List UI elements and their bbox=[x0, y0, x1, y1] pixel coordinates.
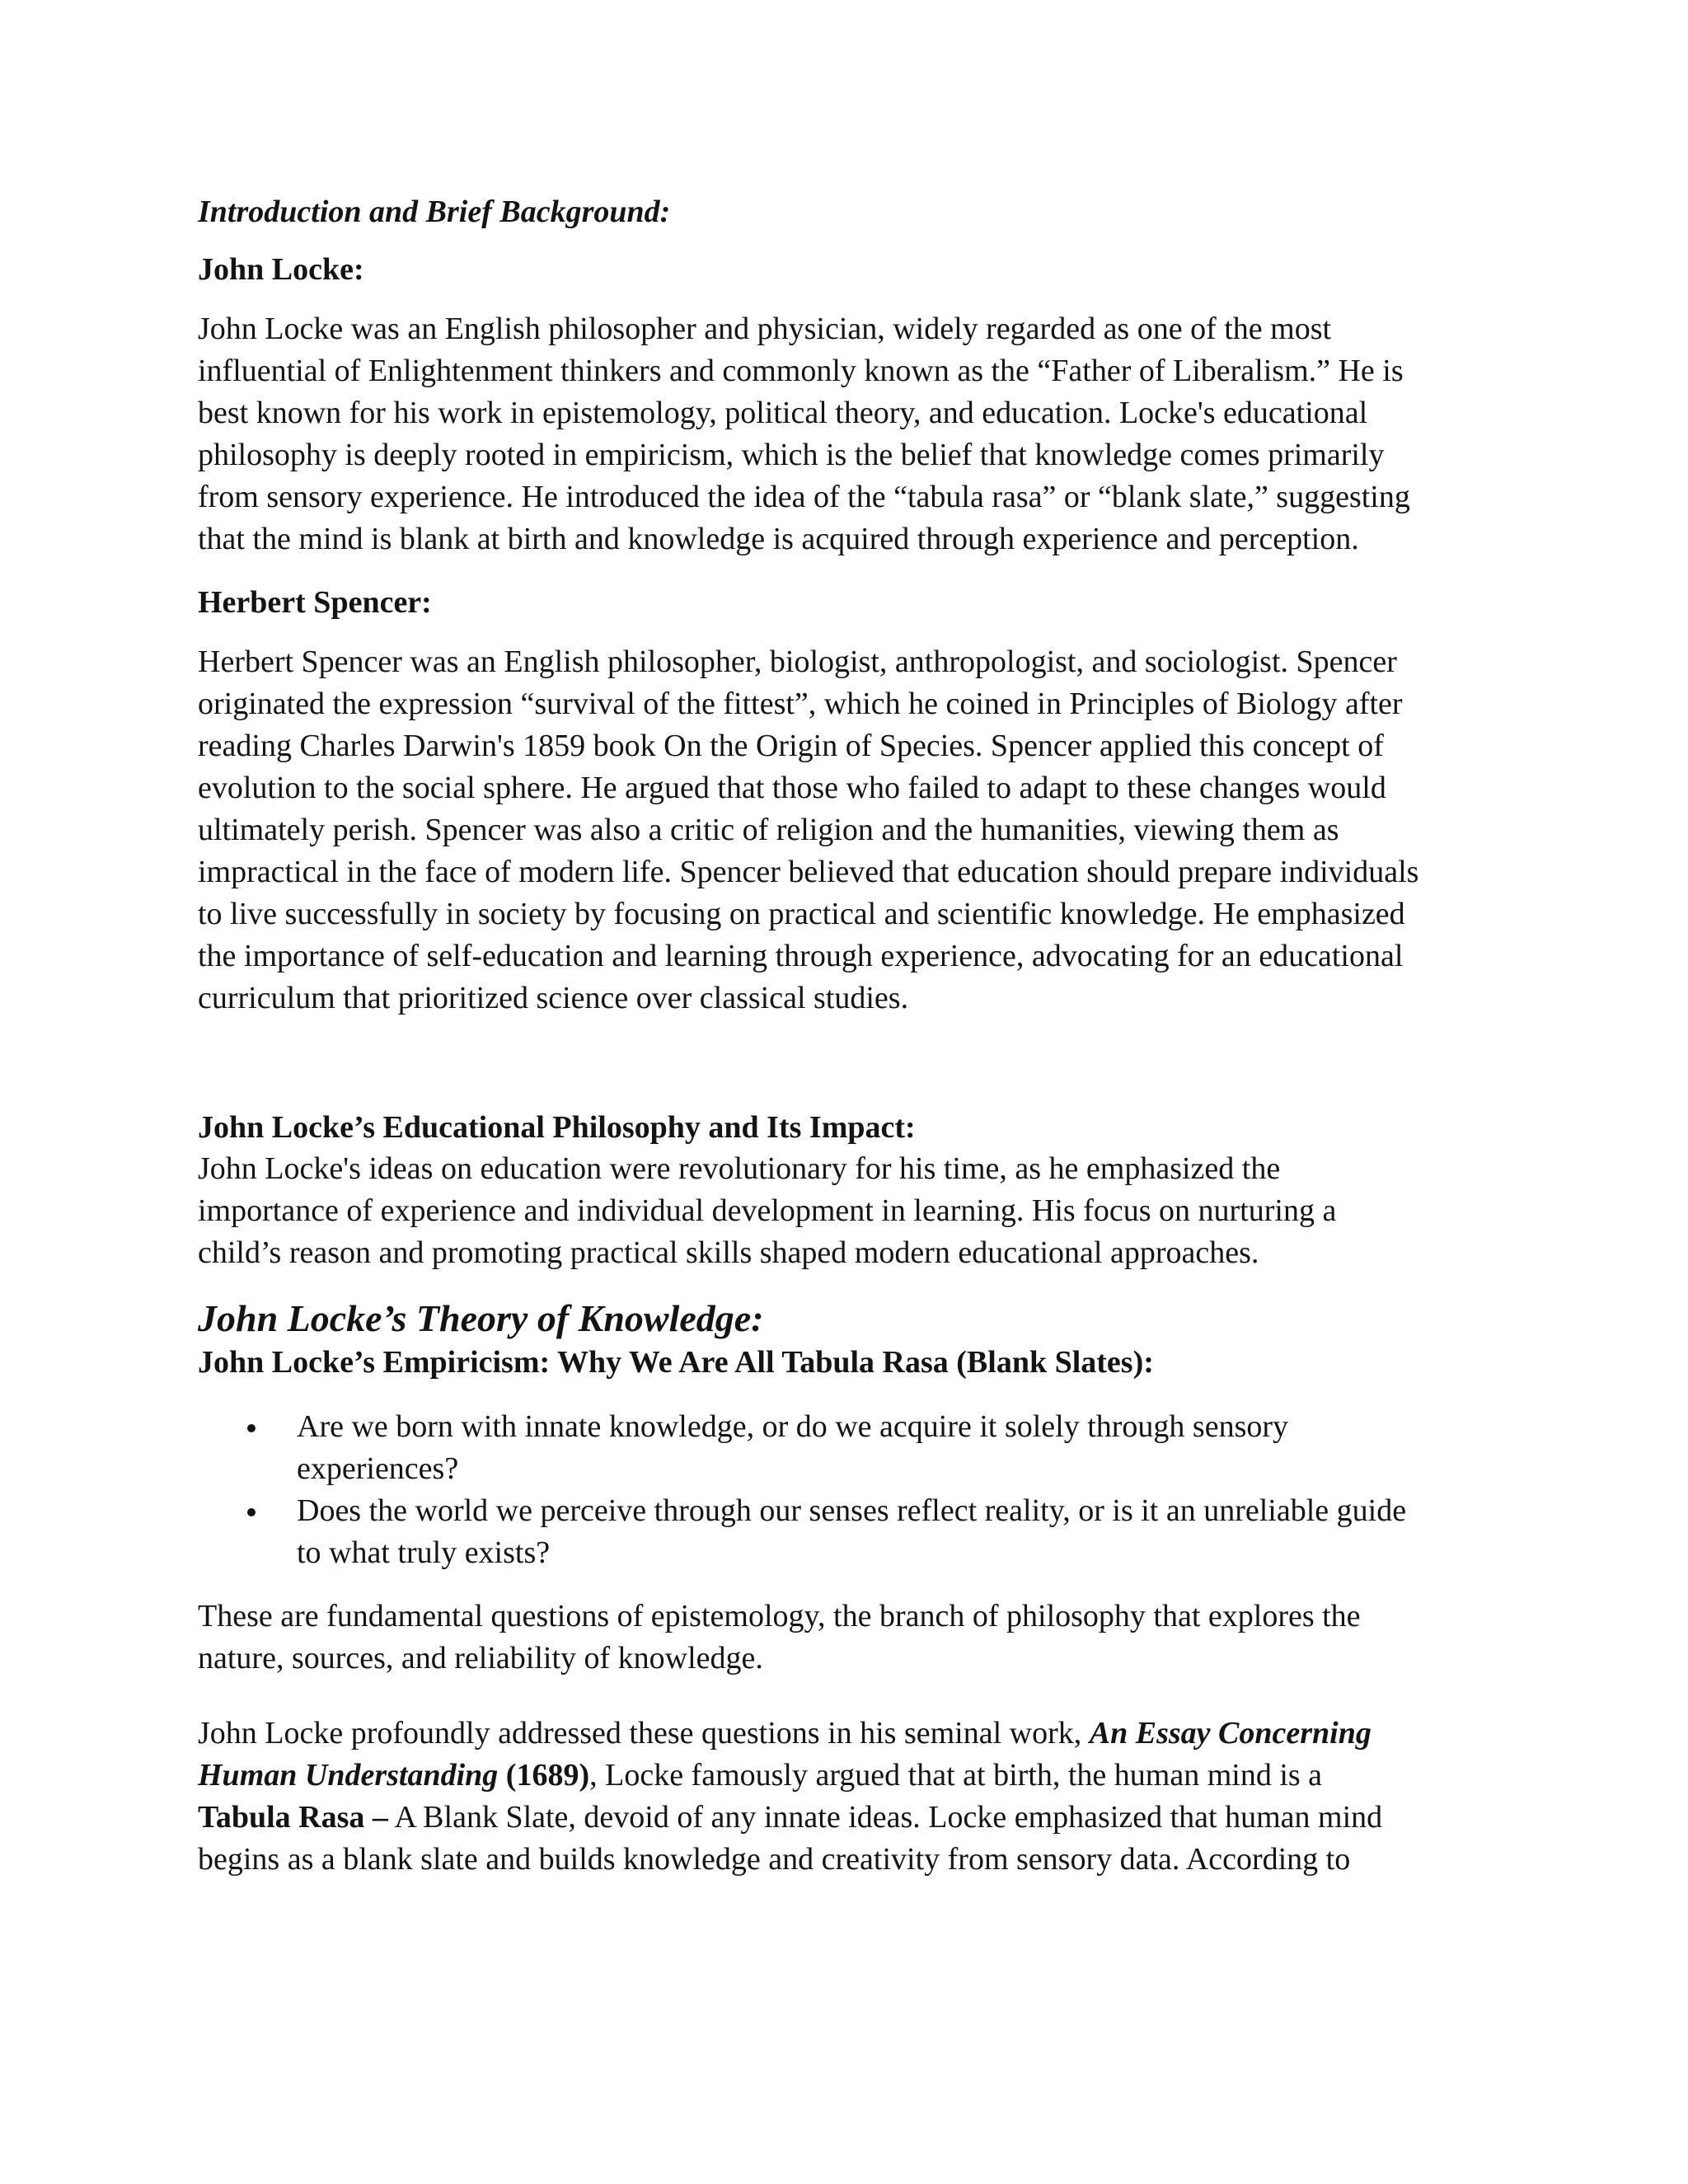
question-list bbox=[198, 1406, 1500, 1574]
questions-paragraph bbox=[198, 1596, 1500, 1680]
empiricism-subheading: John Locke’s Empiricism: Why We Are All Tabula Rasa (Blank Slates): bbox=[198, 1345, 1154, 1380]
text-line: from sensory experience. He introduced the idea of the “tabula rasa” or “blank slate,” suggesting bbox=[198, 480, 1410, 514]
text-line: originated the expression “survival of the fittest”, which he coined in Principles of Biology after bbox=[198, 687, 1403, 721]
text-line: curriculum that prioritized science over classical studies. bbox=[198, 981, 909, 1015]
theory-heading: John Locke’s Theory of Knowledge: bbox=[198, 1297, 764, 1339]
spencer-paragraph bbox=[198, 641, 1500, 1019]
essay-paragraph bbox=[198, 1713, 1500, 1881]
text-line: Does the world we perceive through our senses reflect reality, or is it an unreliable guide bbox=[297, 1493, 1407, 1528]
text-line: nature, sources, and reliability of knowledge. bbox=[198, 1641, 763, 1675]
text-line: evolution to the social sphere. He argued that those who failed to adapt to these changes would bbox=[198, 771, 1386, 805]
text-span: A Blank Slate, devoid of any innate ideas. Locke emphasized that human mind bbox=[387, 1800, 1383, 1835]
text-line: influential of Enlightenment thinkers and commonly known as the “Father of Liberalism.” He is bbox=[198, 354, 1404, 388]
text-line: the importance of self-education and learning through experience, advocating for an educational bbox=[198, 939, 1404, 973]
text-line: importance of experience and individual development in learning. His focus on nurturing a bbox=[198, 1193, 1337, 1228]
text-line: John Locke was an English philosopher and physician, widely regarded as one of the most bbox=[198, 312, 1332, 346]
list-item bbox=[198, 1490, 1500, 1574]
text-span: John Locke profoundly addressed these questions in his seminal work, bbox=[198, 1716, 1090, 1750]
text-line bbox=[198, 1755, 1500, 1797]
text-line: impractical in the face of modern life. Spencer believed that education should prepare individuals bbox=[198, 855, 1419, 889]
text-line: experiences? bbox=[297, 1451, 459, 1486]
essay-title: An Essay Concerning bbox=[1089, 1716, 1372, 1750]
text-line bbox=[198, 1713, 1500, 1755]
text-span: , Locke famously argued that at birth, the human mind is a bbox=[589, 1758, 1323, 1793]
bullet-icon bbox=[247, 1424, 256, 1432]
locke-heading: John Locke: bbox=[198, 252, 364, 287]
text-line: These are fundamental questions of epistemology, the branch of philosophy that explores the bbox=[198, 1599, 1361, 1633]
impact-paragraph bbox=[198, 1148, 1500, 1274]
document-page bbox=[198, 191, 1500, 1881]
intro-heading: Introduction and Brief Background: bbox=[198, 194, 671, 229]
spencer-heading: Herbert Spencer: bbox=[198, 585, 432, 620]
text-line: reading Charles Darwin's 1859 book On the Origin of Species. Spencer applied this concept of bbox=[198, 729, 1384, 763]
essay-title: Human Understanding bbox=[198, 1758, 499, 1793]
locke-paragraph bbox=[198, 308, 1500, 560]
bullet-icon bbox=[247, 1508, 256, 1516]
text-line: to what truly exists? bbox=[297, 1535, 551, 1570]
text-line: that the mind is blank at birth and knowledge is acquired through experience and perception. bbox=[198, 522, 1359, 556]
essay-year: (1689) bbox=[498, 1758, 590, 1793]
text-line: best known for his work in epistemology, political theory, and education. Locke's educational bbox=[198, 396, 1368, 430]
text-line: John Locke's ideas on education were revolutionary for his time, as he emphasized the bbox=[198, 1151, 1281, 1186]
text-line: child’s reason and promoting practical skills shaped modern educational approaches. bbox=[198, 1235, 1259, 1270]
text-line: Are we born with innate knowledge, or do we acquire it solely through sensory bbox=[297, 1409, 1289, 1444]
text-line: ultimately perish. Spencer was also a critic of religion and the humanities, viewing them as bbox=[198, 813, 1339, 847]
text-line: to live successfully in society by focusing on practical and scientific knowledge. He emphasized bbox=[198, 897, 1405, 931]
list-item bbox=[198, 1406, 1500, 1490]
text-line: Herbert Spencer was an English philosopher, biologist, anthropologist, and sociologist. Spencer bbox=[198, 644, 1397, 679]
text-line: begins as a blank slate and builds knowledge and creativity from sensory data. According to bbox=[198, 1842, 1351, 1877]
text-line bbox=[198, 1797, 1500, 1839]
impact-heading: John Locke’s Educational Philosophy and Its Impact: bbox=[198, 1110, 916, 1145]
tabula-rasa-term: Tabula Rasa – bbox=[198, 1800, 388, 1835]
text-line: philosophy is deeply rooted in empiricism, which is the belief that knowledge comes primarily bbox=[198, 438, 1385, 472]
